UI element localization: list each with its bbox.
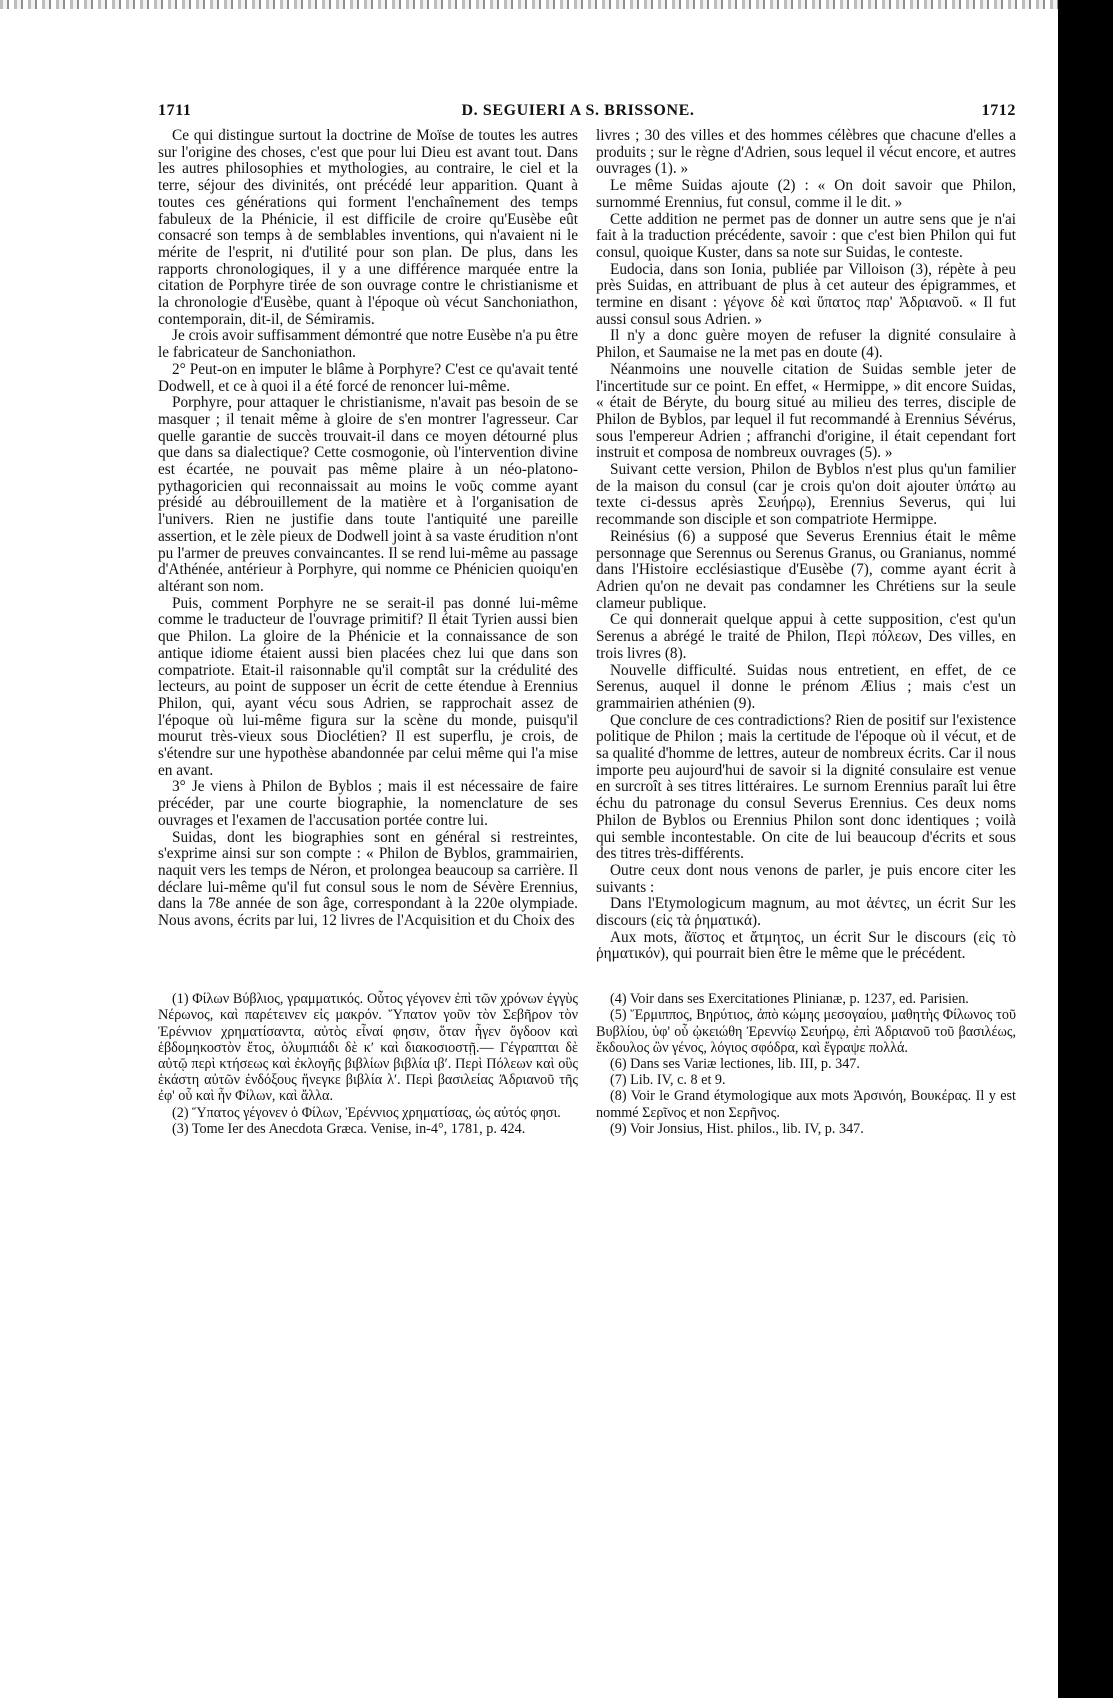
book-page xyxy=(122,98,1034,1658)
footnotes xyxy=(122,991,1034,1137)
footnote: (6) Dans ses Variæ lectiones, lib. III, p. 347. xyxy=(610,1055,860,1072)
footnote: (7) Lib. IV, c. 8 et 9. xyxy=(610,1072,726,1089)
paragraph: Le même Suidas ajoute (2) : « On doit savoir que Philon, surnommé Erennius, fut consul, comme il le dit. » xyxy=(596,177,1016,211)
left-column xyxy=(158,128,578,963)
paragraph: Ce qui distingue surtout la doctrine de Moïse de toutes les autres sur l'origine des choses, c'est que pour lui Dieu est avant tout. Dans les autres philosophies et mythologies, au contraire, le ciel et la terre, séjour des divinités, ont précédé leur apparition. Quant à toutes ces générations qui forment l'enchaînement des temps fabuleux de la Phénicie, il est difficile de croire qu'Eusèbe eût consacré son temps à de semblables inventions, qui n'avaient ni le mérite de l'esprit, ni d'utilité pour son plan. De plus, dans les rapports chronologiques, il y a une différence marquée entre la citation de Porphyre tirée de son ouvrage contre le christianisme et la chronologie d'Eusèbe, quant à l'époque où vécut Sanchoniathon, contemporain, dit-il, de Sémiramis. xyxy=(158,127,578,328)
paragraph: 2° Peut-on en imputer le blâme à Porphyre? C'est ce qu'avait tenté Dodwell, et ce à quoi il a été forcé de renoncer lui-même. xyxy=(158,360,578,395)
paragraph: Aux mots, ἄϊστος et ἄτμητος, un écrit Sur le discours (εἰς τὸ ῥηματικόν), qui pourrait bien être le même que le précédent. xyxy=(596,928,1016,963)
text-columns xyxy=(122,128,1034,963)
paragraph: Suidas, dont les biographies sont en général si restreintes, s'exprime ainsi sur son compte : « Philon de Byblos, grammairien, naquit vers les temps de Néron, et prolongea beaucoup sa carrière. Il déclare lui-même qu'il fut consul sous le nom de Sévère Erennius, dans la 78e année de son âge, correspondant à la 220e olympiade. Nous avons, écrits par lui, 12 livres de l'Acquisition et du Choix des xyxy=(158,828,578,930)
scan-border xyxy=(1058,0,1113,1698)
paragraph: Je crois avoir suffisamment démontré que notre Eusèbe n'a pu être le fabricateur de Sanchoniathon. xyxy=(158,327,579,362)
running-head xyxy=(122,98,1034,128)
paragraph: Puis, comment Porphyre ne se serait-il pas donné lui-même comme le traducteur de l'ouvrage primitif? Il était Tyrien aussi bien que Philon. La gloire de la Phénicie et la connaissance de son antique idiome étaient aussi bien placées chez lui que dans son compatriote. Etait-il raisonnable qu'il comptât sur la crédulité des lecteurs, au point de supposer un écrit de cette étendue à Erennius Philon, qui, ayant vécu sous Adrien, se rapprochait assez de l'époque où lui-même figura sur la scène du monde, puisqu'il mourut très-vieux sous Dioclétien? Il est superflu, je crois, de s'étendre sur une hypothèse abandonnée par celui même qui l'a mise en avant. xyxy=(158,594,578,779)
footnote: (3) Tome Ier des Anecdota Græca. Venise, in-4°, 1781, p. 424. xyxy=(172,1120,526,1137)
footnote-gap xyxy=(122,963,1034,991)
page-title: D. SEGUIERI A S. BRISSONE. xyxy=(461,102,695,119)
footnote: (4) Voir dans ses Exercitationes Plinianæ, p. 1237, ed. Parisien. xyxy=(610,991,969,1008)
paragraph: Suivant cette version, Philon de Byblos n'est plus qu'un familier de la maison du consul (car je crois qu'on doit ajouter ὑπάτῳ au texte ci-dessus après Σευήρῳ), Erennius Severus, qui lui recommande son disciple et son compatriote Hermippe. xyxy=(596,461,1016,529)
footnote: (1) Φίλων Βύβλιος, γραμματικός. Οὗτος γέγονεν ἐπὶ τῶν χρόνων ἐγγὺς Νέρωνος, καὶ παρέτεινεν εἰς μακρόν. Ὕπατον γοῦν τὸν Σεβῆρον τὸν Ἐρέννιον χρηματίσαντα, αὐτὸς εἶναί φησιν, ὅταν ἦγεν ὄγδοον καὶ ἑβδομηκοστὸν ἔτος, ὀλυμπιάδι δὲ κʹ καὶ διακοσιοστῇ.— Γέγραπται δὲ αὐτῷ περὶ κτήσεως καὶ ἐκλογῆς βιβλίων βιβλία ιβʹ. Περὶ Πόλεων καὶ οὓς ἑκάστη αὐτῶν ἐνδόξους ἤνεγκε βιβλία λʹ. Περὶ βασιλείας Ἀδριανοῦ τῆς ἐφ' οὗ καὶ ἦν Φίλων, καὶ ἄλλα. xyxy=(158,991,578,1105)
footnote: (5) Ἕρμιππος, Βηρύτιος, ἀπὸ κώμης μεσογαίου, μαθητὴς Φίλωνος τοῦ Βυβλίου, ὑφ' οὗ ᾠκειώθη Ἐρεννίῳ Σευήρῳ, ἐπὶ Ἀδριανοῦ τοῦ βασιλέως, ἔκδουλος ὢν γένος, λόγιος σφόδρα, καὶ ἔγραψε πολλά. xyxy=(596,1007,1016,1056)
paragraph: Eudocia, dans son Ionia, publiée par Villoison (3), répète à peu près Suidas, en attribuant de plus à cet auteur des épigrammes, et termine en disant : γέγονε δὲ καὶ ὕπατος παρ' Ἀδριανοῦ. « Il fut aussi consul sous Adrien. » xyxy=(596,260,1016,328)
paragraph: livres ; 30 des villes et des hommes célèbres que chacune d'elles a produits ; sur le règne d'Adrien, sous lequel il vécut encore, et autres ouvrages (1). » xyxy=(596,127,1016,178)
page-number-right: 1712 xyxy=(981,102,1016,119)
page-number-left: 1711 xyxy=(158,102,192,119)
paragraph: 3° Je viens à Philon de Byblos ; mais il est nécessaire de faire précéder, par une courte biographie, la nomenclature de ses ouvrages et l'examen de l'accusation portée contre lui. xyxy=(158,778,578,829)
footnote: (8) Voir le Grand étymologique aux mots Ἀρσινόη, Βουκέρας. Il y est nommé Σερῖνος et non Σερῆνος. xyxy=(596,1088,1016,1121)
paragraph: Outre ceux dont nous venons de parler, je puis encore citer les suivants : xyxy=(596,861,1016,896)
paragraph: Nouvelle difficulté. Suidas nous entretient, en effet, de ce Serenus, auquel il donne le prénom Ælius ; mais c'est un grammairien athénien (9). xyxy=(596,661,1016,712)
footnotes-right xyxy=(596,991,1016,1137)
paragraph: Dans l'Etymologicum magnum, au mot ἀέντες, un écrit Sur les discours (εἰς τὰ ῥηματικά). xyxy=(596,895,1016,930)
paragraph: Cette addition ne permet pas de donner un autre sens que je n'ai fait à la traduction précédente, savoir : que c'est bien Philon qui fut consul, quoique Kuster, dans sa note sur Suidas, le conteste. xyxy=(596,210,1016,261)
paragraph: Il n'y a donc guère moyen de refuser la dignité consulaire à Philon, et Saumaise ne la met pas en doute (4). xyxy=(596,327,1016,362)
right-column xyxy=(596,128,1016,963)
scan-edge xyxy=(0,0,1113,9)
paragraph: Reinésius (6) a supposé que Severus Erennius était le même personnage que Serennus ou Serenus Granus, ou Granianus, nommé dans l'Histoire ecclésiastique d'Eusèbe (7), comme ayant écrit à Adrien qu'on ne devait pas condamner les Chrétiens sur la seule clameur publique. xyxy=(596,527,1016,612)
footnote: (2) Ὕπατος γέγονεν ὁ Φίλων, Ἐρέννιος χρηματίσας, ὡς αὐτός φησι. xyxy=(172,1104,561,1121)
paragraph: Ce qui donnerait quelque appui à cette supposition, c'est qu'un Serenus a abrégé le traité de Philon, Περὶ πόλεων, Des villes, en trois livres (8). xyxy=(596,611,1016,662)
paragraph: Porphyre, pour attaquer le christianisme, n'avait pas besoin de se masquer ; il tenait même à gloire de s'en montrer l'agresseur. Car quelle garantie de succès trouvait-il dans ce moyen détourné plus que dans sa dialectique? Cette cosmogonie, où l'intervention divine est écartée, ne pouvait pas même plaire à un néo-platono-pythagoricien qui reconnaissait au moins le νοῦς comme ayant présidé au débrouillement de la matière et à l'organisation de l'univers. Rien ne justifie dans toute l'antiquité une pareille assertion, et le zèle pieux de Dodwell joint à sa vaste érudition n'ont pu l'armer de preuves convaincantes. Il se rend lui-même au passage d'Athénée, antérieur à Porphyre, qui nomme ce Phénicien quoiqu'en altérant son nom. xyxy=(158,394,578,595)
footnote: (9) Voir Jonsius, Hist. philos., lib. IV, p. 347. xyxy=(610,1120,864,1137)
footnotes-left xyxy=(158,991,578,1137)
paragraph: Que conclure de ces contradictions? Rien de positif sur l'existence politique de Philon ; mais la certitude de l'époque où il vécut, et de sa qualité d'homme de lettres, auteur de nombreux écrits. Car il nous importe peu aujourd'hui de savoir si la dignité consulaire est venue en surcroît à ses titres littéraires. Le surnom Erennius paraît lui être échu du patronage du consul Severus Erennius. Ces deux noms Philon de Byblos ou Erennius Philon sont donc identiques ; voilà qui semble incontestable. On cite de lui beaucoup d'écrits et sous des titres très-différents. xyxy=(596,711,1016,863)
paragraph: Néanmoins une nouvelle citation de Suidas semble jeter de l'incertitude sur ce point. En effet, « Hermippe, » dit encore Suidas, « était de Béryte, du bourg situé au milieu des terres, disciple de Philon de Byblos, par lequel il fut recommandé à Erennius Sévérus, sous l'empereur Adrien ; affranchi d'origine, il était cependant fort instruit et composa de nombreux ouvrages (5). » xyxy=(596,360,1016,462)
